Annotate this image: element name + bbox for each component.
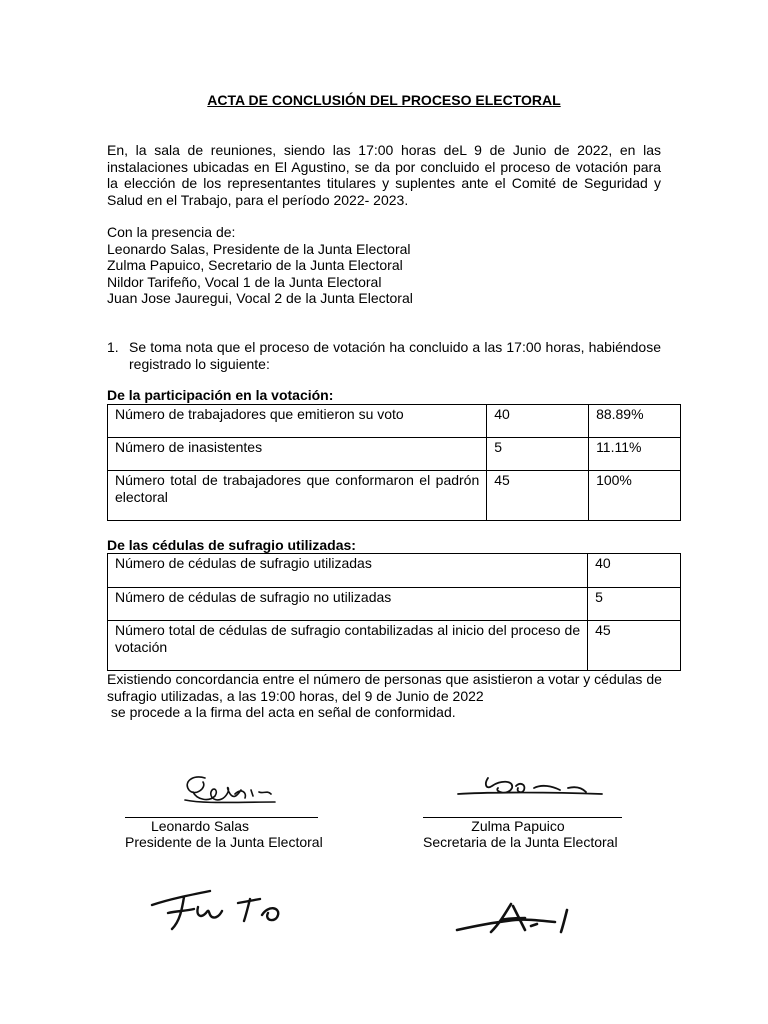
row-percent: 11.11% bbox=[589, 438, 681, 471]
presence-block bbox=[107, 224, 413, 307]
signer-role: Secretaria de la Junta Electoral bbox=[423, 834, 618, 850]
signer-name: Leonardo Salas bbox=[150, 818, 250, 834]
row-label: Número de inasistentes bbox=[108, 438, 487, 471]
signer-role: Presidente de la Junta Electoral bbox=[125, 834, 323, 850]
document-title: ACTA DE CONCLUSIÓN DEL PROCESO ELECTORAL bbox=[207, 92, 561, 108]
row-label: Número de trabajadores que emitieron su voto bbox=[108, 405, 487, 438]
signature-vocal-2 bbox=[455, 900, 595, 936]
presence-item: Leonardo Salas, Presidente de la Junta Electoral bbox=[107, 240, 411, 257]
table-row bbox=[108, 471, 681, 521]
row-count: 5 bbox=[588, 588, 681, 621]
row-count: 5 bbox=[487, 438, 589, 471]
closing-line: se procede a la firma del acta en señal de conformidad. bbox=[107, 704, 456, 720]
signature-zulma-papuico bbox=[450, 772, 610, 802]
closing-line: sufragio utilizadas, a las 19:00 horas, del 9 de Junio de 2022 bbox=[107, 687, 484, 704]
row-count: 40 bbox=[588, 554, 681, 588]
table-row bbox=[108, 405, 681, 438]
table-row bbox=[108, 438, 681, 471]
ballots-table bbox=[107, 553, 681, 671]
row-label: Número de cédulas de sufragio no utilizadas bbox=[108, 588, 588, 621]
presence-heading: Con la presencia de: bbox=[107, 224, 236, 240]
row-count: 45 bbox=[588, 621, 681, 671]
participation-heading: De la participación en la votación: bbox=[107, 387, 334, 403]
signature-vocal-1 bbox=[150, 885, 300, 935]
signer-name: Zulma Papuico bbox=[471, 818, 565, 834]
row-label: Número total de trabajadores que conformaron el padrón electoral bbox=[108, 471, 487, 521]
ballots-heading: De las cédulas de sufragio utilizadas: bbox=[107, 537, 356, 553]
participation-table bbox=[107, 404, 681, 521]
item-number: 1. bbox=[107, 339, 119, 355]
closing-paragraph bbox=[107, 671, 667, 721]
closing-line: Existiendo concordancia entre el número de personas que asistieron a votar y cédulas de bbox=[107, 671, 662, 687]
signature-leonardo-salas bbox=[175, 770, 285, 810]
row-label: Número de cédulas de sufragio utilizadas bbox=[108, 554, 588, 588]
row-percent: 100% bbox=[589, 471, 681, 521]
presence-item: Juan Jose Jauregui, Vocal 2 de la Junta Electoral bbox=[107, 290, 413, 306]
row-count: 40 bbox=[487, 405, 589, 438]
presence-item: Nildor Tarifeño, Vocal 1 de la Junta Electoral bbox=[107, 273, 382, 290]
intro-paragraph: En, la sala de reuniones, siendo las 17:00 horas deL 9 de Junio de 2022, en las instalaciones ubicadas en El Agustino, se da por concluido el proceso de votación para la elección de los representantes titulares y suplentes ante el Comité de Seguridad y Salud en el Trabajo, para el período 2022- 2023. bbox=[107, 142, 661, 208]
numbered-item bbox=[107, 339, 661, 372]
row-count: 45 bbox=[487, 471, 589, 521]
table-row bbox=[108, 621, 681, 671]
row-label: Número total de cédulas de sufragio contabilizadas al inicio del proceso de votación bbox=[108, 621, 588, 671]
table-row bbox=[108, 588, 681, 621]
row-percent: 88.89% bbox=[589, 405, 681, 438]
table-row bbox=[108, 554, 681, 588]
presence-item: Zulma Papuico, Secretario de la Junta Electoral bbox=[107, 257, 403, 273]
item-text: Se toma nota que el proceso de votación ha concluido a las 17:00 horas, habiéndose registrado lo siguiente: bbox=[129, 339, 661, 372]
